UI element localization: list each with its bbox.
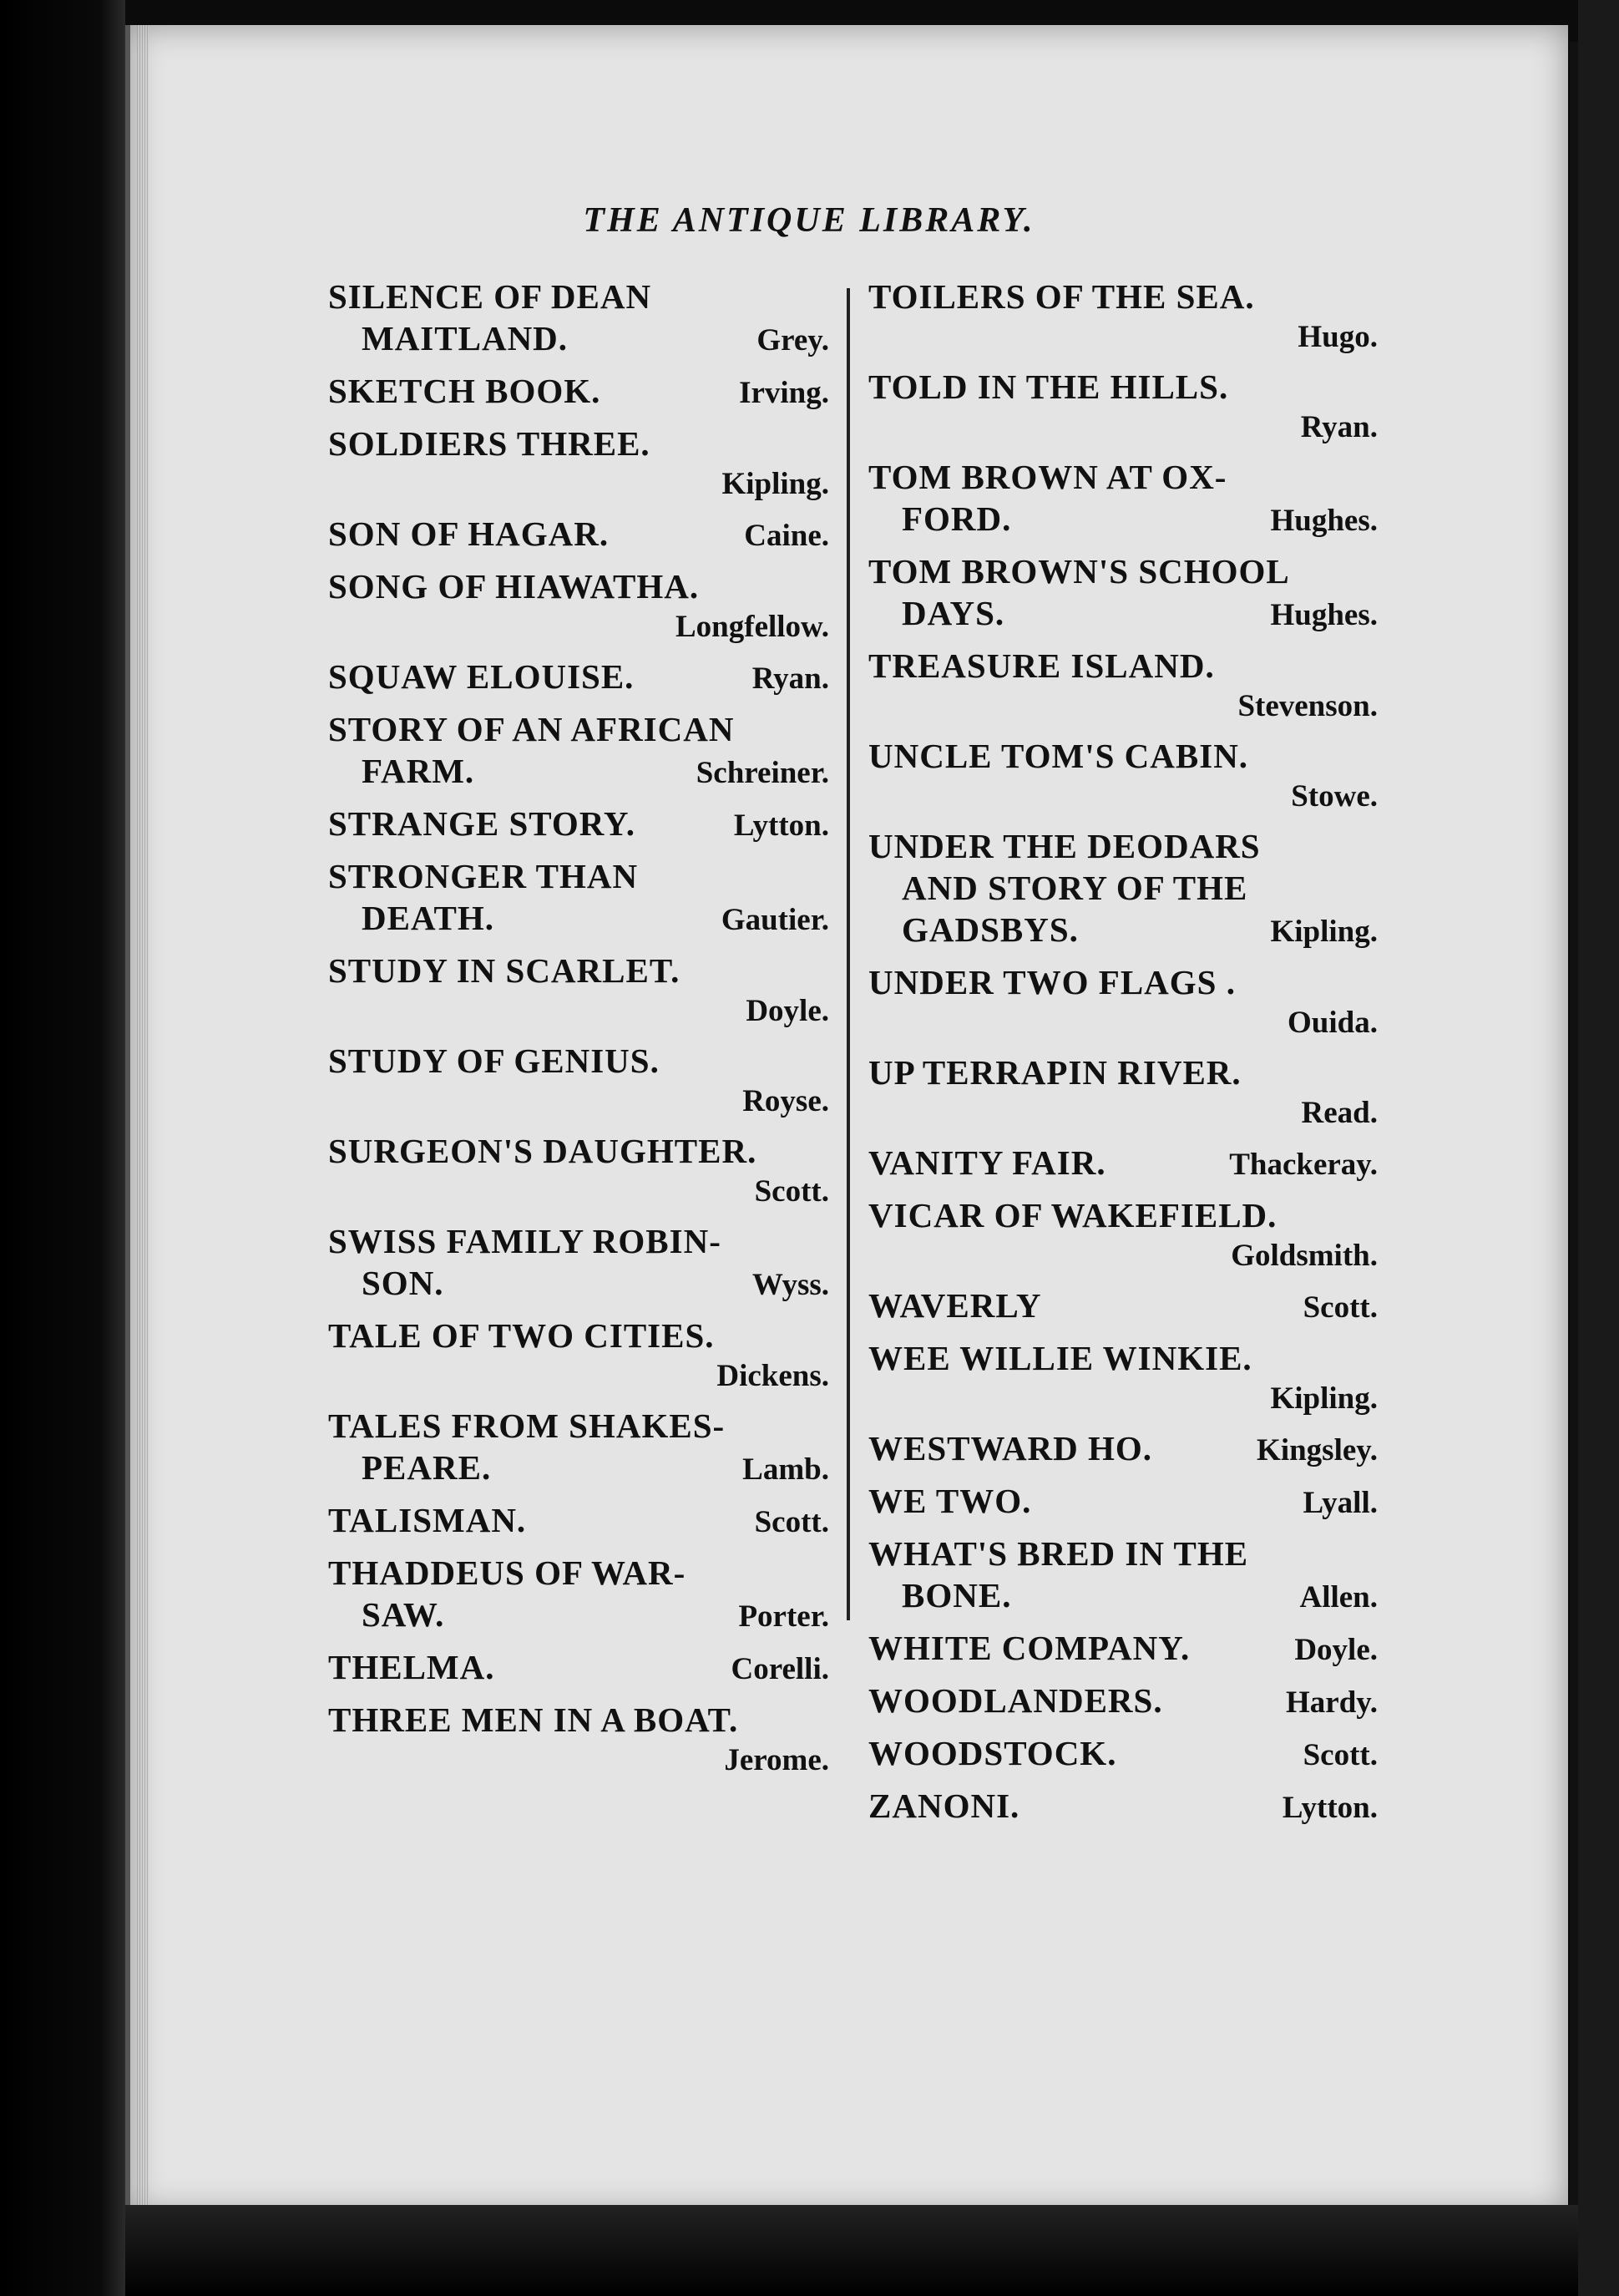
catalog-entry bbox=[328, 803, 829, 847]
entry-author: Kipling. bbox=[721, 467, 829, 501]
entry-author: Doyle. bbox=[746, 994, 829, 1028]
entry-title: SWISS FAMILY ROBIN- bbox=[328, 1222, 721, 1260]
entry-author: Ouida. bbox=[1288, 1006, 1378, 1040]
catalog-entry bbox=[328, 513, 829, 557]
entry-author: Jerome. bbox=[724, 1743, 829, 1777]
entry-author: Hughes. bbox=[1270, 504, 1378, 538]
entry-title: STORY OF AN AFRICAN bbox=[328, 710, 735, 748]
catalog-entry bbox=[328, 1646, 829, 1690]
catalog-entry bbox=[328, 1499, 829, 1543]
catalog-entry bbox=[328, 1220, 829, 1306]
catalog-entry bbox=[328, 656, 829, 700]
entry-author: Kingsley. bbox=[1257, 1433, 1378, 1467]
entry-author: Scott. bbox=[754, 1174, 829, 1209]
entry-title: TOLD IN THE HILLS. bbox=[868, 367, 1229, 406]
entry-title: STUDY OF GENIUS. bbox=[328, 1042, 660, 1080]
entry-author: Irving. bbox=[739, 376, 829, 410]
entry-title-continued: FORD. bbox=[902, 499, 1012, 538]
entry-author: Doyle. bbox=[1294, 1633, 1378, 1667]
entry-title: WHITE COMPANY. bbox=[868, 1629, 1191, 1667]
entry-title: WESTWARD HO. bbox=[868, 1429, 1153, 1467]
entry-author: Hugo. bbox=[1298, 320, 1378, 354]
entry-author: Hardy. bbox=[1286, 1685, 1378, 1720]
catalog-entry bbox=[868, 1285, 1378, 1329]
running-head: THE ANTIQUE LIBRARY. bbox=[583, 201, 1035, 240]
entry-author: Hughes. bbox=[1270, 598, 1378, 632]
entry-title: TALES FROM SHAKES- bbox=[328, 1406, 726, 1445]
entry-title: UNCLE TOM'S CABIN. bbox=[868, 737, 1249, 775]
catalog-entry bbox=[868, 1627, 1378, 1671]
entry-title: WE TWO. bbox=[868, 1482, 1032, 1520]
entry-title-continued: GADSBYS. bbox=[902, 910, 1079, 949]
entry-author: Corelli. bbox=[731, 1652, 829, 1686]
entry-title: UNDER TWO FLAGS . bbox=[868, 963, 1236, 1001]
catalog-entry bbox=[328, 950, 829, 1031]
entry-title-continued: BONE. bbox=[902, 1576, 1012, 1614]
entry-title: STRONGER THAN bbox=[328, 857, 639, 895]
entry-author: Dickens. bbox=[716, 1359, 829, 1393]
catalog-entry bbox=[328, 1552, 829, 1638]
entry-title: TALISMAN. bbox=[328, 1501, 527, 1539]
entry-author: Lytton. bbox=[1282, 1791, 1378, 1825]
catalog-entry bbox=[328, 1130, 829, 1212]
entry-author: Goldsmith. bbox=[1231, 1239, 1378, 1273]
catalog-entry bbox=[868, 1194, 1378, 1276]
scan-right-margin bbox=[1578, 0, 1619, 2296]
entry-title: SON OF HAGAR. bbox=[328, 514, 610, 553]
entry-title: TOM BROWN AT OX- bbox=[868, 458, 1227, 496]
catalog-entry bbox=[328, 1699, 829, 1781]
entry-title: TOILERS OF THE SEA. bbox=[868, 277, 1255, 316]
entry-title: THREE MEN IN A BOAT. bbox=[328, 1700, 739, 1739]
entry-author: Gautier. bbox=[721, 903, 829, 937]
entry-author: Scott. bbox=[1303, 1290, 1378, 1325]
entry-author: Scott. bbox=[1303, 1738, 1378, 1772]
catalog-entry bbox=[868, 456, 1378, 542]
entry-title-continued: SAW. bbox=[362, 1595, 445, 1634]
catalog-entry bbox=[328, 276, 829, 362]
catalog-entry bbox=[868, 1480, 1378, 1524]
catalog-entry bbox=[868, 825, 1378, 953]
entry-title: SOLDIERS THREE. bbox=[328, 424, 650, 463]
entry-author: Read. bbox=[1301, 1096, 1378, 1130]
entry-author: Scott. bbox=[754, 1505, 829, 1539]
entry-author: Ryan. bbox=[751, 661, 829, 696]
entry-title: SQUAW ELOUISE. bbox=[328, 657, 635, 696]
catalog-entry bbox=[868, 1427, 1378, 1472]
left-column bbox=[328, 276, 829, 1789]
catalog-entry bbox=[868, 735, 1378, 817]
entry-author: Kipling. bbox=[1270, 1381, 1378, 1416]
entry-author: Porter. bbox=[738, 1599, 829, 1634]
entry-title: TREASURE ISLAND. bbox=[868, 646, 1215, 685]
catalog-entry bbox=[328, 708, 829, 794]
entry-title: STUDY IN SCARLET. bbox=[328, 951, 680, 990]
catalog-entry bbox=[868, 1337, 1378, 1419]
entry-title-continued: DEATH. bbox=[362, 899, 495, 937]
entry-author: Longfellow. bbox=[675, 610, 829, 644]
entry-author: Stevenson. bbox=[1237, 689, 1378, 723]
entry-title: SONG OF HIAWATHA. bbox=[328, 567, 700, 606]
entry-title: VANITY FAIR. bbox=[868, 1143, 1106, 1182]
entry-author: Grey. bbox=[756, 323, 829, 357]
entry-title: THELMA. bbox=[328, 1648, 495, 1686]
catalog-entry bbox=[868, 550, 1378, 636]
catalog-entry bbox=[328, 1315, 829, 1396]
entry-title: TOM BROWN'S SCHOOL bbox=[868, 552, 1290, 590]
column-divider bbox=[847, 288, 850, 1620]
catalog-entry bbox=[868, 645, 1378, 727]
entry-title: SURGEON'S DAUGHTER. bbox=[328, 1132, 757, 1170]
page-edge-rule bbox=[1570, 42, 1578, 2230]
entry-author: Kipling. bbox=[1270, 915, 1378, 949]
entry-title: WOODSTOCK. bbox=[868, 1734, 1117, 1772]
entry-author: Royse. bbox=[742, 1084, 829, 1118]
entry-title: TALE OF TWO CITIES. bbox=[328, 1316, 715, 1355]
catalog-entry bbox=[328, 1405, 829, 1491]
entry-author: Lytton. bbox=[733, 808, 829, 843]
entry-title-continued: SON. bbox=[362, 1264, 444, 1302]
entry-author: Caine. bbox=[744, 519, 829, 553]
right-column bbox=[868, 276, 1378, 1837]
scan-left-margin bbox=[0, 0, 125, 2296]
entry-author: Stowe. bbox=[1291, 779, 1378, 813]
catalog-entry bbox=[868, 961, 1378, 1043]
entry-title: ZANONI. bbox=[868, 1787, 1020, 1825]
catalog-entry bbox=[868, 1680, 1378, 1724]
catalog-entry bbox=[328, 855, 829, 941]
entry-title-continued: FARM. bbox=[362, 752, 475, 790]
catalog-entry bbox=[328, 565, 829, 647]
scan-bottom-margin bbox=[125, 2205, 1578, 2296]
catalog-entry bbox=[328, 370, 829, 414]
entry-title: STRANGE STORY. bbox=[328, 804, 636, 843]
catalog-entry bbox=[868, 366, 1378, 448]
catalog-entry bbox=[868, 1732, 1378, 1776]
entry-title: SILENCE OF DEAN bbox=[328, 277, 652, 316]
entry-author: Lamb. bbox=[742, 1452, 829, 1487]
entry-title: THADDEUS OF WAR- bbox=[328, 1553, 686, 1592]
entry-title: WHAT'S BRED IN THE bbox=[868, 1534, 1249, 1573]
catalog-entry bbox=[328, 1040, 829, 1122]
entry-title-continued: AND STORY OF THE bbox=[902, 869, 1248, 907]
catalog-entry bbox=[868, 1052, 1378, 1133]
catalog-entry bbox=[868, 1533, 1378, 1619]
entry-author: Allen. bbox=[1299, 1580, 1378, 1614]
entry-title: WOODLANDERS. bbox=[868, 1681, 1163, 1720]
catalog-entry bbox=[868, 1142, 1378, 1186]
catalog-entry bbox=[868, 276, 1378, 357]
entry-title: UP TERRAPIN RIVER. bbox=[868, 1053, 1242, 1092]
catalog-entry bbox=[328, 423, 829, 504]
entry-author: Lyall. bbox=[1303, 1486, 1378, 1520]
entry-author: Thackeray. bbox=[1229, 1148, 1378, 1182]
entry-title-continued: MAITLAND. bbox=[362, 319, 569, 357]
entry-title: UNDER THE DEODARS bbox=[868, 827, 1261, 865]
entry-author: Ryan. bbox=[1300, 410, 1378, 444]
entry-title: VICAR OF WAKEFIELD. bbox=[868, 1196, 1277, 1234]
entry-title-continued: PEARE. bbox=[362, 1448, 492, 1487]
entry-title: SKETCH BOOK. bbox=[328, 372, 601, 410]
entry-title: WAVERLY bbox=[868, 1286, 1042, 1325]
entry-author: Schreiner. bbox=[696, 756, 829, 790]
catalog-entry bbox=[868, 1785, 1378, 1829]
entry-title-continued: DAYS. bbox=[902, 594, 1005, 632]
entry-title: WEE WILLIE WINKIE. bbox=[868, 1339, 1252, 1377]
entry-author: Wyss. bbox=[751, 1268, 829, 1302]
